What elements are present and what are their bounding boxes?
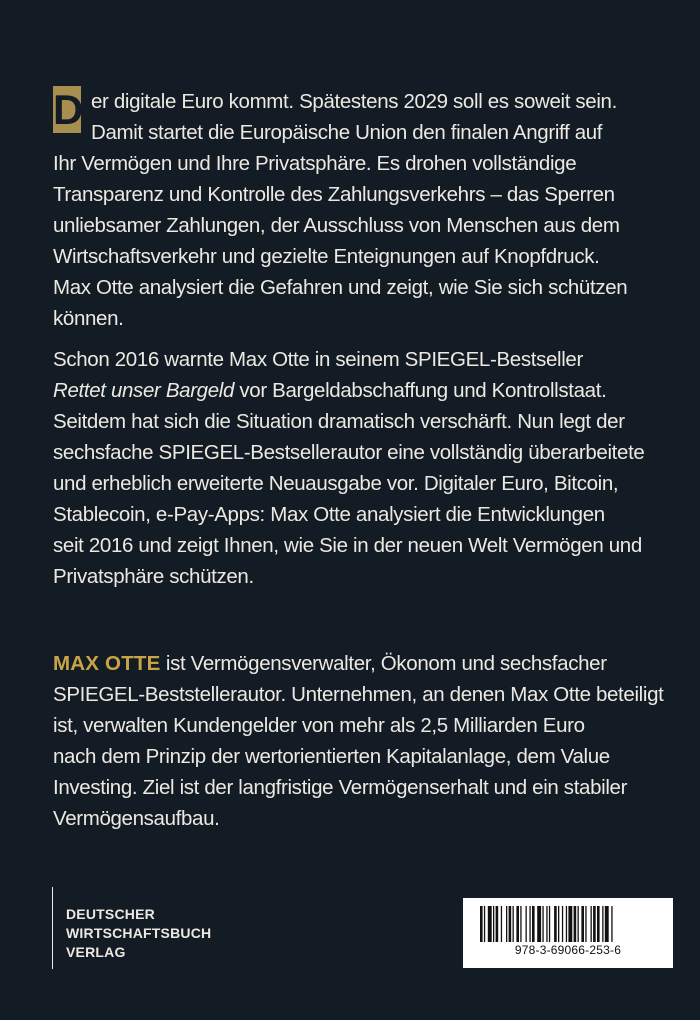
barcode-bar bbox=[605, 906, 609, 942]
publisher-logo bbox=[52, 887, 211, 969]
barcode-bar bbox=[566, 906, 567, 942]
barcode-bars bbox=[480, 906, 656, 942]
barcode-bar bbox=[578, 906, 579, 942]
barcode-bar bbox=[542, 906, 543, 942]
intro-line-2: Damit startet die Europäische Union den finalen Angriff auf bbox=[91, 121, 603, 144]
author-name: MAX OTTE bbox=[53, 652, 161, 675]
p2-line-6: Stablecoin, e-Pay-Apps: Max Otte analysiert die Entwicklungen bbox=[53, 503, 605, 526]
isbn-number: 978-3-69066-253-6 bbox=[514, 943, 622, 957]
barcode-bar bbox=[611, 906, 612, 942]
barcode-bar bbox=[513, 906, 514, 942]
publisher-line-3: VERLAG bbox=[66, 944, 126, 960]
p2-line-5: und erheblich erweiterte Neuausgabe vor. Digitaler Euro, Bitcoin, bbox=[53, 472, 619, 495]
author-line-1 bbox=[53, 648, 665, 679]
barcode-bar bbox=[549, 906, 550, 942]
barcode-bar bbox=[501, 906, 502, 942]
publisher-line-2: WIRTSCHAFTSBUCH bbox=[66, 925, 212, 941]
intro-line-1: er digitale Euro kommt. Spätestens 2029 soll es soweit sein. bbox=[91, 90, 617, 113]
barcode-bar bbox=[493, 906, 494, 942]
barcode-bar bbox=[488, 906, 492, 942]
intro-line-7: Max Otte analysiert die Gefahren und zeigt, wie Sie sich schützen bbox=[53, 276, 628, 299]
author-line-3: ist, verwalten Kundengelder von mehr als 2,5 Milliarden Euro bbox=[53, 714, 585, 737]
p2-line-1: Schon 2016 warnte Max Otte in seinem SPIEGEL-Bestseller bbox=[53, 348, 583, 371]
author-line-1-rest: ist Vermögensverwalter, Ökonom und sechsfacher bbox=[160, 652, 607, 675]
intro-line-6: Wirtschaftsverkehr und gezielte Enteignungen auf Knopfdruck. bbox=[53, 245, 600, 268]
author-line-2: SPIEGEL-Beststellerautor. Unternehmen, an denen Max Otte beteiligt bbox=[53, 683, 664, 706]
barcode-bar bbox=[516, 906, 519, 942]
barcode-bar bbox=[562, 906, 563, 942]
barcode-bar bbox=[568, 906, 572, 942]
intro-line-5: unliebsamer Zahlungen, der Ausschluss von Menschen aus dem bbox=[53, 214, 620, 237]
second-paragraph bbox=[53, 344, 665, 592]
barcode-bar bbox=[591, 906, 592, 942]
barcode-bar bbox=[593, 906, 596, 942]
barcode-bar bbox=[574, 906, 577, 942]
barcode-bar bbox=[480, 906, 483, 942]
author-bio bbox=[53, 648, 665, 834]
intro-paragraph bbox=[53, 86, 665, 334]
barcode-bar bbox=[506, 906, 507, 942]
p2-line-4: sechsfache SPIEGEL-Bestsellerautor eine vollständig überarbeitete bbox=[53, 441, 645, 464]
barcode-bar bbox=[509, 906, 512, 942]
barcode-bar bbox=[554, 906, 557, 942]
barcode-bar bbox=[484, 906, 485, 942]
p2-line-7: seit 2016 und zeigt Ihnen, wie Sie in der neuen Welt Vermögen und bbox=[53, 534, 642, 557]
barcode-bar bbox=[597, 906, 600, 942]
barcode-bar bbox=[537, 906, 541, 942]
barcode-bar bbox=[546, 906, 547, 942]
p2-line-8: Privatsphäre schützen. bbox=[53, 565, 254, 588]
p2-line-3: Seitdem hat sich die Situation dramatisch verschärft. Nun legt der bbox=[53, 410, 625, 433]
barcode-bar bbox=[558, 906, 559, 942]
barcode-bar bbox=[526, 906, 527, 942]
isbn-barcode bbox=[463, 898, 673, 968]
drop-cap: D bbox=[53, 86, 84, 133]
intro-line-3: Ihr Vermögen und Ihre Privatsphäre. Es drohen vollständige bbox=[53, 152, 577, 175]
barcode-bar bbox=[532, 906, 535, 942]
barcode-bar bbox=[529, 906, 530, 942]
publisher-line-1: DEUTSCHER bbox=[66, 906, 155, 922]
barcode-bar bbox=[520, 906, 521, 942]
barcode-bar bbox=[581, 906, 584, 942]
barcode-bar bbox=[496, 906, 499, 942]
p2-line-2 bbox=[53, 375, 665, 406]
author-line-5: Investing. Ziel ist der langfristige Vermögenserhalt und ein stabiler bbox=[53, 776, 628, 799]
p2-line-2-rest: vor Bargeldabschaffung und Kontrollstaat. bbox=[234, 379, 607, 402]
book-title-rettet-unser-bargeld: Rettet unser Bargeld bbox=[53, 379, 235, 402]
author-line-4: nach dem Prinzip der wertorientierten Kapitalanlage, dem Value bbox=[53, 745, 610, 768]
author-line-6: Vermögensaufbau. bbox=[53, 807, 220, 830]
barcode-bar bbox=[585, 906, 586, 942]
barcode-bar bbox=[602, 906, 603, 942]
intro-line-4: Transparenz und Kontrolle des Zahlungsverkehrs – das Sperren bbox=[53, 183, 615, 206]
intro-line-8: können. bbox=[53, 307, 124, 330]
